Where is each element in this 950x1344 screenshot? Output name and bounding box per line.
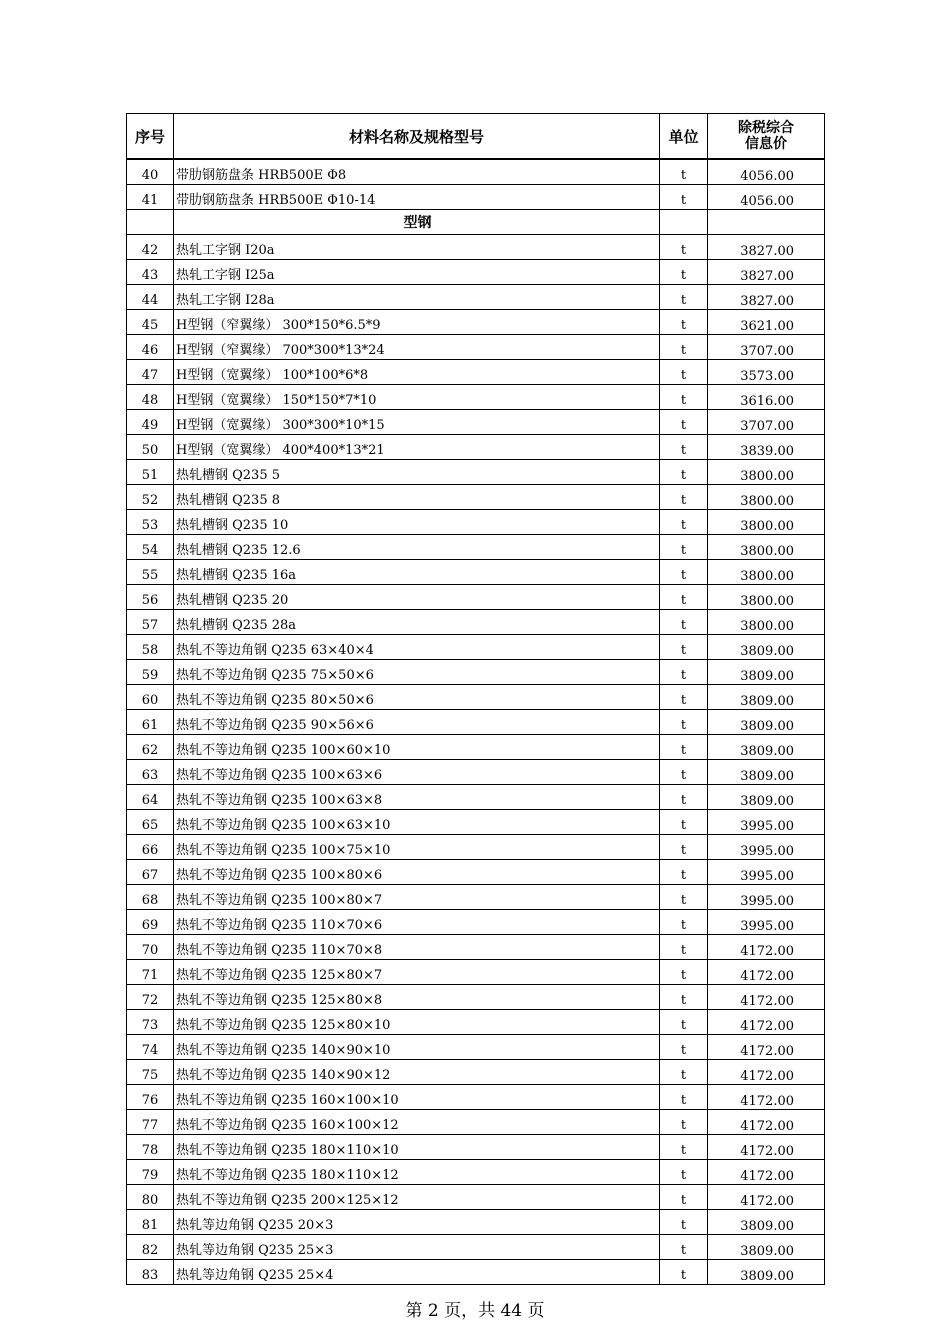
price-cell: 3995.00 [708, 810, 825, 835]
table-row [127, 585, 825, 610]
unit-cell: t [660, 510, 708, 535]
material-name-cell: 热轧不等边角钢 Q235 100×75×10 [174, 835, 660, 860]
unit-cell: t [660, 485, 708, 510]
table-row [127, 410, 825, 435]
serial-number-cell: 81 [127, 1210, 174, 1235]
material-name-cell: 热轧不等边角钢 Q235 180×110×12 [174, 1160, 660, 1185]
table-row [127, 685, 825, 710]
section-row [127, 210, 825, 235]
material-name-cell: 热轧不等边角钢 Q235 80×50×6 [174, 685, 660, 710]
material-name-cell: 热轧槽钢 Q235 10 [174, 510, 660, 535]
serial-number-cell: 80 [127, 1185, 174, 1210]
section-title: 型钢 [174, 210, 660, 235]
price-cell: 3809.00 [708, 735, 825, 760]
unit-cell: t [660, 760, 708, 785]
price-cell: 3707.00 [708, 410, 825, 435]
price-cell: 4172.00 [708, 1035, 825, 1060]
unit-cell: t [660, 685, 708, 710]
header-unit: 单位 [660, 114, 708, 160]
table-row [127, 960, 825, 985]
table-row [127, 159, 825, 185]
material-name-cell: 热轧不等边角钢 Q235 200×125×12 [174, 1185, 660, 1210]
price-cell: 3809.00 [708, 1260, 825, 1285]
serial-number-cell: 47 [127, 360, 174, 385]
price-cell: 3800.00 [708, 535, 825, 560]
unit-cell: t [660, 285, 708, 310]
price-cell: 3707.00 [708, 335, 825, 360]
material-name-cell: 热轧不等边角钢 Q235 100×63×8 [174, 785, 660, 810]
serial-number-cell: 74 [127, 1035, 174, 1060]
serial-number-cell: 79 [127, 1160, 174, 1185]
material-name-cell: H型钢（窄翼缘） 700*300*13*24 [174, 335, 660, 360]
material-name-cell: 热轧工字钢 I28a [174, 285, 660, 310]
serial-number-cell: 64 [127, 785, 174, 810]
table-row [127, 260, 825, 285]
serial-number-cell: 63 [127, 760, 174, 785]
table-row [127, 360, 825, 385]
serial-number-cell: 50 [127, 435, 174, 460]
serial-number-cell: 53 [127, 510, 174, 535]
table-row [127, 1135, 825, 1160]
material-name-cell: 热轧槽钢 Q235 12.6 [174, 535, 660, 560]
table-row [127, 985, 825, 1010]
price-cell: 3995.00 [708, 910, 825, 935]
price-cell: 4172.00 [708, 1060, 825, 1085]
serial-number-cell: 78 [127, 1135, 174, 1160]
page-number-text: 第 2 页，共 44 页 [405, 1301, 545, 1321]
price-cell: 3800.00 [708, 560, 825, 585]
table-row [127, 510, 825, 535]
material-name-cell: 热轧不等边角钢 Q235 125×80×7 [174, 960, 660, 985]
unit-cell: t [660, 1135, 708, 1160]
price-cell: 4172.00 [708, 1160, 825, 1185]
price-cell: 3809.00 [708, 635, 825, 660]
serial-number-cell: 45 [127, 310, 174, 335]
price-cell: 3809.00 [708, 710, 825, 735]
serial-number-cell: 62 [127, 735, 174, 760]
unit-cell: t [660, 1110, 708, 1135]
unit-cell: t [660, 660, 708, 685]
unit-cell: t [660, 885, 708, 910]
serial-number-cell: 58 [127, 635, 174, 660]
table-row [127, 660, 825, 685]
table-row [127, 535, 825, 560]
price-cell: 3809.00 [708, 685, 825, 710]
material-name-cell: 热轧不等边角钢 Q235 140×90×12 [174, 1060, 660, 1085]
unit-cell: t [660, 1185, 708, 1210]
material-name-cell: 热轧不等边角钢 Q235 125×80×8 [174, 985, 660, 1010]
unit-cell: t [660, 560, 708, 585]
unit-cell: t [660, 1085, 708, 1110]
price-cell: 3827.00 [708, 260, 825, 285]
price-cell: 3995.00 [708, 835, 825, 860]
material-name-cell: 热轧不等边角钢 Q235 160×100×12 [174, 1110, 660, 1135]
table-row [127, 935, 825, 960]
price-cell: 3827.00 [708, 285, 825, 310]
price-cell: 4172.00 [708, 1010, 825, 1035]
unit-cell: t [660, 710, 708, 735]
material-name-cell: 热轧不等边角钢 Q235 100×80×6 [174, 860, 660, 885]
material-name-cell: H型钢（宽翼缘） 100*100*6*8 [174, 360, 660, 385]
price-cell: 3800.00 [708, 460, 825, 485]
serial-number-cell: 82 [127, 1235, 174, 1260]
table-row [127, 1260, 825, 1285]
unit-cell: t [660, 860, 708, 885]
unit-cell: t [660, 635, 708, 660]
price-cell: 3621.00 [708, 310, 825, 335]
table-row [127, 710, 825, 735]
material-name-cell: 热轧不等边角钢 Q235 100×60×10 [174, 735, 660, 760]
material-name-cell: 热轧不等边角钢 Q235 125×80×10 [174, 1010, 660, 1035]
header-price-line1: 除税综合 [738, 120, 794, 136]
header-row [127, 114, 825, 160]
material-name-cell: 带肋钢筋盘条 HRB500E Φ10-14 [174, 185, 660, 210]
price-cell: 4172.00 [708, 1085, 825, 1110]
table-row [127, 735, 825, 760]
unit-cell: t [660, 835, 708, 860]
material-name-cell: 热轧工字钢 I25a [174, 260, 660, 285]
serial-number-cell: 43 [127, 260, 174, 285]
serial-number-cell: 60 [127, 685, 174, 710]
price-cell: 4056.00 [708, 185, 825, 210]
page-footer [0, 1296, 950, 1321]
serial-number-cell: 46 [127, 335, 174, 360]
price-cell: 3995.00 [708, 860, 825, 885]
table-row [127, 285, 825, 310]
price-cell: 3809.00 [708, 660, 825, 685]
material-name-cell: 热轧不等边角钢 Q235 180×110×10 [174, 1135, 660, 1160]
serial-number-cell: 55 [127, 560, 174, 585]
table-row [127, 485, 825, 510]
table-row [127, 810, 825, 835]
table-row [127, 335, 825, 360]
price-cell: 3800.00 [708, 510, 825, 535]
price-cell: 3800.00 [708, 485, 825, 510]
header-material-name: 材料名称及规格型号 [174, 114, 660, 160]
unit-cell: t [660, 1060, 708, 1085]
table-row [127, 185, 825, 210]
serial-number-cell: 71 [127, 960, 174, 985]
table-row [127, 235, 825, 260]
unit-cell: t [660, 960, 708, 985]
table-row [127, 1210, 825, 1235]
serial-number-cell: 67 [127, 860, 174, 885]
material-name-cell: H型钢（窄翼缘） 300*150*6.5*9 [174, 310, 660, 335]
table-row [127, 1085, 825, 1110]
table-row [127, 1185, 825, 1210]
serial-number-cell: 69 [127, 910, 174, 935]
table-row [127, 1160, 825, 1185]
unit-cell: t [660, 985, 708, 1010]
header-price [708, 114, 825, 160]
unit-cell: t [660, 185, 708, 210]
material-name-cell: 热轧不等边角钢 Q235 90×56×6 [174, 710, 660, 735]
serial-number-cell: 72 [127, 985, 174, 1010]
serial-number-cell: 70 [127, 935, 174, 960]
table-row [127, 610, 825, 635]
serial-number-cell: 59 [127, 660, 174, 685]
material-name-cell: 热轧不等边角钢 Q235 100×80×7 [174, 885, 660, 910]
table-row [127, 310, 825, 335]
price-cell: 3809.00 [708, 1235, 825, 1260]
table-row [127, 785, 825, 810]
unit-cell: t [660, 460, 708, 485]
unit-cell: t [660, 1260, 708, 1285]
material-name-cell: 热轧等边角钢 Q235 20×3 [174, 1210, 660, 1235]
table-row [127, 560, 825, 585]
material-name-cell: 热轧槽钢 Q235 5 [174, 460, 660, 485]
table-row [127, 460, 825, 485]
price-cell: 3616.00 [708, 385, 825, 410]
unit-cell: t [660, 785, 708, 810]
serial-number-cell: 61 [127, 710, 174, 735]
table-row [127, 885, 825, 910]
material-name-cell: 热轧槽钢 Q235 20 [174, 585, 660, 610]
material-name-cell: 热轧不等边角钢 Q235 110×70×6 [174, 910, 660, 935]
serial-number-cell: 75 [127, 1060, 174, 1085]
serial-number-cell: 42 [127, 235, 174, 260]
serial-number-cell: 41 [127, 185, 174, 210]
serial-number-cell: 56 [127, 585, 174, 610]
serial-number-cell: 49 [127, 410, 174, 435]
unit-cell: t [660, 1210, 708, 1235]
table-row [127, 835, 825, 860]
material-name-cell: 热轧槽钢 Q235 28a [174, 610, 660, 635]
unit-cell: t [660, 610, 708, 635]
unit-cell: t [660, 260, 708, 285]
material-name-cell: 热轧槽钢 Q235 8 [174, 485, 660, 510]
header-serial-number: 序号 [127, 114, 174, 160]
unit-cell: t [660, 1160, 708, 1185]
serial-number-cell: 48 [127, 385, 174, 410]
serial-number-cell: 76 [127, 1085, 174, 1110]
price-cell: 3800.00 [708, 585, 825, 610]
unit-cell: t [660, 335, 708, 360]
price-cell: 4172.00 [708, 935, 825, 960]
serial-number-cell: 77 [127, 1110, 174, 1135]
material-name-cell: 热轧工字钢 I20a [174, 235, 660, 260]
unit-cell: t [660, 585, 708, 610]
price-cell: 4172.00 [708, 1185, 825, 1210]
table-row [127, 860, 825, 885]
serial-number-cell: 51 [127, 460, 174, 485]
price-cell: 3809.00 [708, 785, 825, 810]
material-name-cell: 热轧槽钢 Q235 16a [174, 560, 660, 585]
material-name-cell: 热轧不等边角钢 Q235 100×63×10 [174, 810, 660, 835]
price-cell: 3809.00 [708, 760, 825, 785]
price-cell: 4172.00 [708, 1135, 825, 1160]
material-name-cell: 热轧等边角钢 Q235 25×3 [174, 1235, 660, 1260]
price-cell: 4172.00 [708, 985, 825, 1010]
serial-number-cell: 66 [127, 835, 174, 860]
material-name-cell: 热轧不等边角钢 Q235 140×90×10 [174, 1035, 660, 1060]
material-name-cell: H型钢（宽翼缘） 150*150*7*10 [174, 385, 660, 410]
table-row [127, 1035, 825, 1060]
material-name-cell: H型钢（宽翼缘） 300*300*10*15 [174, 410, 660, 435]
price-cell: 4056.00 [708, 159, 825, 185]
material-name-cell: H型钢（宽翼缘） 400*400*13*21 [174, 435, 660, 460]
table-row [127, 635, 825, 660]
serial-number-cell: 83 [127, 1260, 174, 1285]
price-cell: 3809.00 [708, 1210, 825, 1235]
material-name-cell: 热轧不等边角钢 Q235 75×50×6 [174, 660, 660, 685]
serial-number-cell: 57 [127, 610, 174, 635]
header-price-line2: 信息价 [745, 136, 787, 152]
material-name-cell: 带肋钢筋盘条 HRB500E Φ8 [174, 159, 660, 185]
price-cell: 4172.00 [708, 1110, 825, 1135]
unit-cell: t [660, 159, 708, 185]
table-row [127, 385, 825, 410]
serial-number-cell: 73 [127, 1010, 174, 1035]
material-name-cell: 热轧不等边角钢 Q235 100×63×6 [174, 760, 660, 785]
unit-cell: t [660, 385, 708, 410]
serial-number-cell: 40 [127, 159, 174, 185]
unit-cell: t [660, 735, 708, 760]
price-cell: 3827.00 [708, 235, 825, 260]
unit-cell: t [660, 1010, 708, 1035]
table-row [127, 1235, 825, 1260]
unit-cell: t [660, 910, 708, 935]
price-cell: 3800.00 [708, 610, 825, 635]
unit-cell: t [660, 410, 708, 435]
unit-cell: t [660, 435, 708, 460]
serial-number-cell: 54 [127, 535, 174, 560]
unit-cell: t [660, 810, 708, 835]
section-empty-cell [660, 210, 708, 235]
material-name-cell: 热轧等边角钢 Q235 25×4 [174, 1260, 660, 1285]
price-cell: 4172.00 [708, 960, 825, 985]
table-header [127, 114, 825, 160]
serial-number-cell: 68 [127, 885, 174, 910]
material-name-cell: 热轧不等边角钢 Q235 110×70×8 [174, 935, 660, 960]
serial-number-cell: 52 [127, 485, 174, 510]
serial-number-cell: 44 [127, 285, 174, 310]
table-body [127, 159, 825, 1285]
table-row [127, 910, 825, 935]
table-row [127, 1010, 825, 1035]
section-empty-cell [708, 210, 825, 235]
table-row [127, 760, 825, 785]
section-empty-cell [127, 210, 174, 235]
unit-cell: t [660, 1235, 708, 1260]
table-row [127, 1060, 825, 1085]
price-cell: 3839.00 [708, 435, 825, 460]
unit-cell: t [660, 360, 708, 385]
unit-cell: t [660, 535, 708, 560]
table-row [127, 435, 825, 460]
price-cell: 3995.00 [708, 885, 825, 910]
material-name-cell: 热轧不等边角钢 Q235 63×40×4 [174, 635, 660, 660]
unit-cell: t [660, 310, 708, 335]
table-row [127, 1110, 825, 1135]
unit-cell: t [660, 935, 708, 960]
unit-cell: t [660, 235, 708, 260]
material-name-cell: 热轧不等边角钢 Q235 160×100×10 [174, 1085, 660, 1110]
price-table [126, 113, 825, 1285]
serial-number-cell: 65 [127, 810, 174, 835]
unit-cell: t [660, 1035, 708, 1060]
price-cell: 3573.00 [708, 360, 825, 385]
